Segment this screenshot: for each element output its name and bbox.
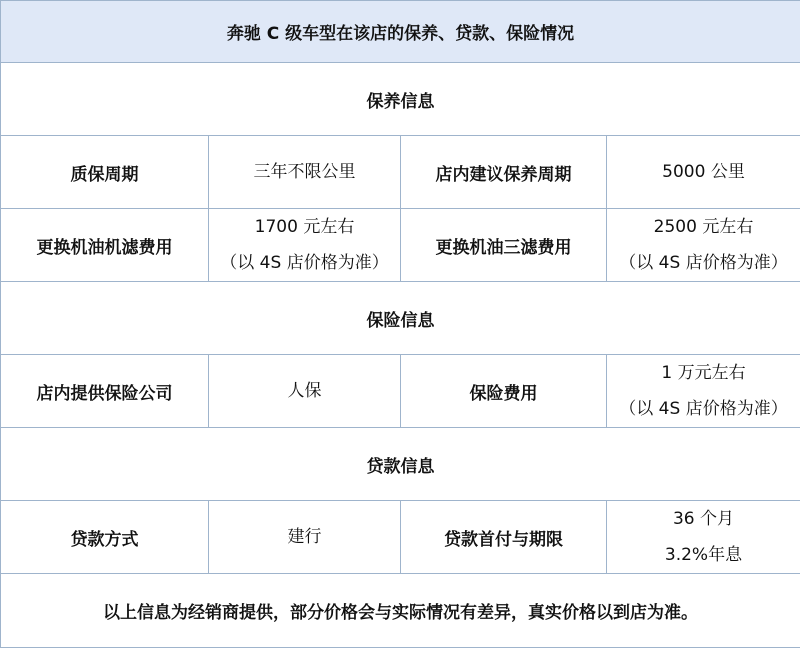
loan-terms-value [607, 501, 800, 574]
interval-label: 店内建议保养周期 [401, 136, 607, 209]
insurance-company-value: 人保 [209, 355, 401, 428]
oil-filter-label: 更换机油机滤费用 [1, 209, 209, 282]
loan-heading: 贷款信息 [1, 428, 800, 501]
interval-value: 5000 公里 [607, 136, 800, 209]
table-row [1, 355, 800, 428]
table-title: 奔驰 C 级车型在该店的保养、贷款、保险情况 [1, 1, 800, 63]
oil-filter-note: （以 4S 店价格为准） [213, 245, 396, 281]
oil-filter-value [209, 209, 401, 282]
footer-note: 以上信息为经销商提供，部分价格会与实际情况有差异，真实价格以到店为准。 [1, 574, 800, 648]
insurance-company-label: 店内提供保险公司 [1, 355, 209, 428]
insurance-fee-label: 保险费用 [401, 355, 607, 428]
loan-terms-rate: 3.2%年息 [611, 537, 796, 573]
three-filter-price: 2500 元左右 [611, 209, 796, 245]
three-filter-note: （以 4S 店价格为准） [611, 245, 796, 281]
loan-terms-label: 贷款首付与期限 [401, 501, 607, 574]
table-row [1, 501, 800, 574]
warranty-label: 质保周期 [1, 136, 209, 209]
oil-filter-price: 1700 元左右 [213, 209, 396, 245]
loan-terms-period: 36 个月 [611, 501, 796, 537]
insurance-fee-price: 1 万元左右 [611, 355, 796, 391]
maintenance-heading: 保养信息 [1, 63, 800, 136]
three-filter-label: 更换机油三滤费用 [401, 209, 607, 282]
table-row [1, 136, 800, 209]
insurance-heading: 保险信息 [1, 282, 800, 355]
loan-method-label: 贷款方式 [1, 501, 209, 574]
three-filter-value [607, 209, 800, 282]
warranty-value: 三年不限公里 [209, 136, 401, 209]
table-row [1, 209, 800, 282]
insurance-fee-note: （以 4S 店价格为准） [611, 391, 796, 427]
insurance-fee-value [607, 355, 800, 428]
loan-method-value: 建行 [209, 501, 401, 574]
